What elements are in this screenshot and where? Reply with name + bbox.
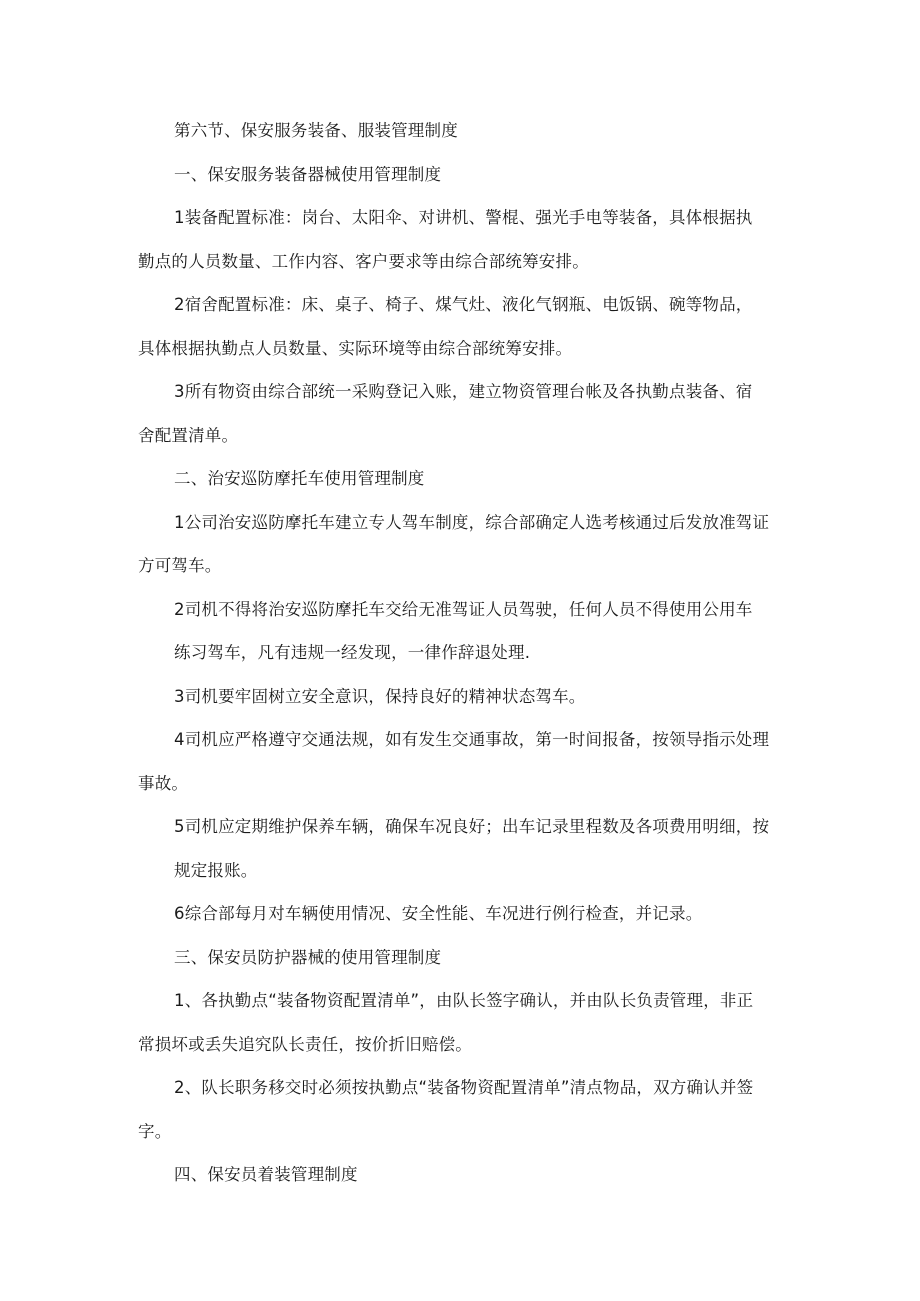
paragraph-line: 5司机应定期维护保养车辆，确保车况良好；出车记录里程数及各项费用明细，按 [174,817,770,836]
paragraph-line: 练习驾车，凡有违规一经发现，一律作辞退处理. [174,643,531,662]
section-title: 第六节、保安服务装备、服装管理制度 [174,121,458,140]
paragraph-line: 3司机要牢固树立安全意识，保持良好的精神状态驾车。 [174,687,586,706]
paragraph-line: 2司机不得将治安巡防摩托车交给无准驾证人员驾驶，任何人员不得使用公用车 [174,600,753,619]
paragraph-line: 1装备配置标准：岗台、太阳伞、对讲机、警棍、强光手电等装备，具体根据执 [174,208,753,227]
paragraph-line: 字。 [138,1122,172,1141]
paragraph-line: 常损坏或丢失追究队长责任，按价折旧赔偿。 [138,1035,472,1054]
paragraph-line: 6综合部每月对车辆使用情况、安全性能、车况进行例行检查，并记录。 [174,904,703,923]
paragraph-line: 具体根据执勤点人员数量、实际环境等由综合部统筹安排。 [138,339,573,358]
heading-equipment: 一、保安服务装备器械使用管理制度 [174,165,442,184]
paragraph-line: 规定报账。 [174,861,258,880]
paragraph-line: 方可驾车。 [138,556,222,575]
paragraph-line: 1公司治安巡防摩托车建立专人驾车制度，综合部确定人选考核通过后发放准驾证 [174,513,770,532]
paragraph-line: 2、队长职务移交时必须按执勤点“装备物资配置清单”清点物品，双方确认并签 [174,1078,754,1097]
heading-uniform: 四、保安员着装管理制度 [174,1165,358,1184]
paragraph-line: 4司机应严格遵守交通法规，如有发生交通事故，第一时间报备，按领导指示处理 [174,730,770,749]
heading-protective-gear: 三、保安员防护器械的使用管理制度 [174,948,442,967]
paragraph-line: 舍配置清单。 [138,426,239,445]
paragraph-line: 勤点的人员数量、工作内容、客户要求等由综合部统筹安排。 [138,252,589,271]
heading-motorcycle: 二、治安巡防摩托车使用管理制度 [174,469,425,488]
paragraph-line: 1、各执勤点“装备物资配置清单”，由队长签字确认，并由队长负责管理，非正 [174,991,754,1010]
paragraph-line: 事故。 [138,774,189,793]
paragraph-line: 3所有物资由综合部统一采购登记入账，建立物资管理台帐及各执勤点装备、宿 [174,382,753,401]
paragraph-line: 2宿舍配置标准：床、桌子、椅子、煤气灶、液化气钢瓶、电饭锅、碗等物品， [174,295,753,314]
